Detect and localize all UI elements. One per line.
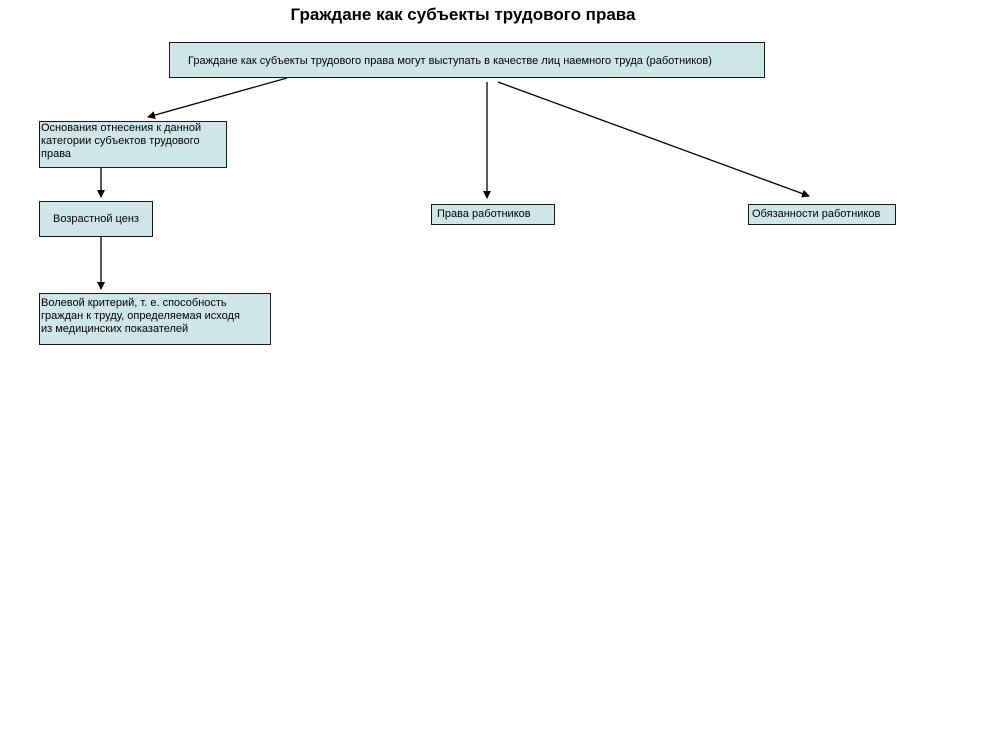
age-box: Возрастной ценз bbox=[39, 201, 153, 237]
main-box: Граждане как субъекты трудового права могут выступать в качестве лиц наемного труда (работников) bbox=[169, 42, 765, 78]
arrow-main-to-basis bbox=[148, 78, 287, 117]
basis-box: Основания отнесения к данной категории субъектов трудового права bbox=[39, 121, 227, 168]
arrow-main-to-duties bbox=[498, 82, 809, 196]
duties-box: Обязанности работников bbox=[748, 204, 896, 225]
will-box: Волевой критерий, т. е. способность граждан к труду, определяемая исходя из медицинских показателей bbox=[39, 293, 271, 345]
page-title: Граждане как субъекты трудового права bbox=[290, 5, 636, 24]
rights-box: Права работников bbox=[431, 204, 555, 225]
